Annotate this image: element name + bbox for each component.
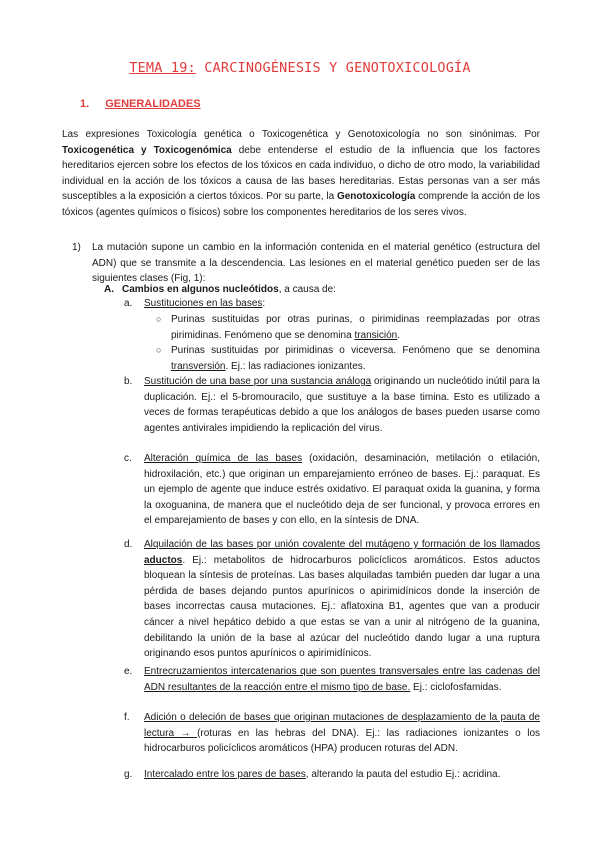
intro-text-2: debe entenderse el estudio de la influencia que los factores hereditarios ejercen sobre los efectos de los tóxicos en cada individuo, o dicho de otro modo, la variabilidad individual en la acción de los tóxicos a causa de las bases hereditarias. Estas personas van a ser más susceptibles a la exposición a ciertos tóxicos. Por su parte, la <box>62 144 540 203</box>
item-f-text: (roturas en las hebras del DNA). Ej.: las radiaciones ionizantes o los hidrocarburos policíclicos aromáticos (HPA) producen roturas del ADN. <box>144 727 541 755</box>
bullet-transicion <box>171 312 540 343</box>
list-number-1: 1) <box>72 242 81 253</box>
list-label-e: e. <box>124 666 133 677</box>
intro-text-1: Las expresiones Toxicología genética o Toxicogenética y Genotoxicología no son sinónimas. Por <box>62 129 540 140</box>
item-1-text: La mutación supone un cambio en la información contenida en el material genético (estructura del ADN) que se transmite a la descendencia. Las lesiones en el material genético pueden ser de las siguientes clases (Fig, 1): <box>92 242 540 285</box>
page-title <box>0 60 600 76</box>
list-label-d: d. <box>124 539 133 550</box>
bullet-1-term: transición <box>354 329 398 341</box>
title-prefix: TEMA 19: <box>129 60 196 76</box>
item-c-text: (oxidación, desaminación, metilación o etilación, hidroxilación, etc.) que originan un emparejamiento erróneo de bases. Ej.: paraquat. Es un ejemplo de agente que induce estrés oxidativo. El paraquat oxida la guanina, y forma la oxoguanina, de manera que el nucleótido deja de ser funcional, y provoca errores en el emparejamiento de bases y con ello, en la síntesis de DNA. <box>144 453 540 527</box>
bullet-1-text: Purinas sustituidas por otras purinas, o pirimidinas reemplazadas por otras pirimidinas. Fenómeno que se denomina <box>171 314 540 341</box>
item-b <box>144 374 540 436</box>
item-c-title: Alteración química de las bases <box>144 453 303 464</box>
item-d <box>144 537 540 662</box>
item-c <box>144 451 540 529</box>
bullet-2-text: Purinas sustituidas por pirimidinas o viceversa. Fenómeno que se denomina <box>171 345 540 356</box>
list-label-c: c. <box>124 453 132 464</box>
item-g <box>144 767 540 783</box>
item-a <box>144 296 540 312</box>
bullet-icon: ○ <box>156 314 162 324</box>
bullet-1-end: . <box>397 329 401 341</box>
bullet-2-end: . Ej.: las radiaciones ionizantes. <box>225 360 366 372</box>
bullet-transversion <box>171 343 540 374</box>
item-f-title: Adición o deleción de bases que originan mutaciones de desplazamiento de la pauta de lectura → <box>144 712 540 739</box>
title-text: CARCINOGÉNESIS Y GENOTOXICOLOGÍA <box>195 60 471 76</box>
section-title: GENERALIDADES <box>105 98 201 110</box>
item-b-title: Sustitución de una base por una sustancia análoga <box>144 376 372 387</box>
subsection-a-heading <box>104 284 336 295</box>
item-d-term-aductos: aductos <box>144 554 183 566</box>
section-heading <box>80 98 201 110</box>
subsection-a-label: A. <box>104 284 114 295</box>
subsection-a-title: Cambios en algunos nucleótidos <box>122 284 279 295</box>
subsection-a-tail: , a causa de: <box>278 284 336 295</box>
item-b-text: originando un nucleótido inútil para la duplicación. Ej.: el 5-bromouracilo, que sustituye a la base timina. Esto es utilizado a veces de formas terapéuticas debido a que los análogos de bases pueden usarse como agentes antivirales impidiendo la replicación del virus. <box>144 376 540 434</box>
list-label-a: a. <box>124 298 133 309</box>
item-d-text: . Ej.: metabolitos de hidrocarburos policíclicos aromáticos. Estos aductos bloquean la síntesis de proteínas. Las bases alquiladas también pueden dar lugar a una pérdida de bases dejando puntos apurínicos o apirimidínicos donde la inserción de bases incorrectas causa mutaciones. Ej.: aflatoxina B1, agentes que van a producir cáncer a nivel hepático debido a que estas se van a unir al nitrógeno de la guanina, debilitando la unión de la base al azúcar del nucleótido dando lugar a una ruptura originando esos puntos apurínicos o apirimidínicos. <box>144 554 540 660</box>
list-label-g: g. <box>124 769 133 780</box>
section-number: 1. <box>80 98 90 110</box>
intro-text-3: comprende la acción de los tóxicos (agentes químicos o físicos) sobre los componentes hereditarios de los seres vivos. <box>62 191 540 218</box>
item-f <box>144 710 540 757</box>
bullet-2-term: transversión <box>171 360 226 372</box>
item-g-text: , alterando la pauta del estudio Ej.: acridina. <box>305 769 501 780</box>
item-e-title: Entrecruzamientos intercatenarios que son puentes transversales entre las cadenas del ADN resultantes de la reacción entre el mismo tipo de base. <box>144 666 540 693</box>
list-label-b: b. <box>124 376 133 387</box>
item-d-title: Alquilación de las bases por unión covalente del mutágeno y formación de los llamados <box>144 539 540 550</box>
item-a-title: Sustituciones en las bases <box>144 298 263 309</box>
intro-paragraph <box>62 127 540 221</box>
item-e <box>144 664 540 695</box>
item-a-tail: : <box>262 298 266 309</box>
intro-term-toxicogenetica: Toxicogenética y Toxicogenómica <box>62 144 232 156</box>
intro-term-genotoxicologia: Genotoxicología <box>336 191 416 203</box>
list-label-f: f. <box>124 712 130 723</box>
item-g-title: Intercalado entre los pares de bases <box>144 769 306 780</box>
item-e-text: Ej.: ciclofosfamidas. <box>410 681 502 693</box>
bullet-icon: ○ <box>156 345 162 355</box>
